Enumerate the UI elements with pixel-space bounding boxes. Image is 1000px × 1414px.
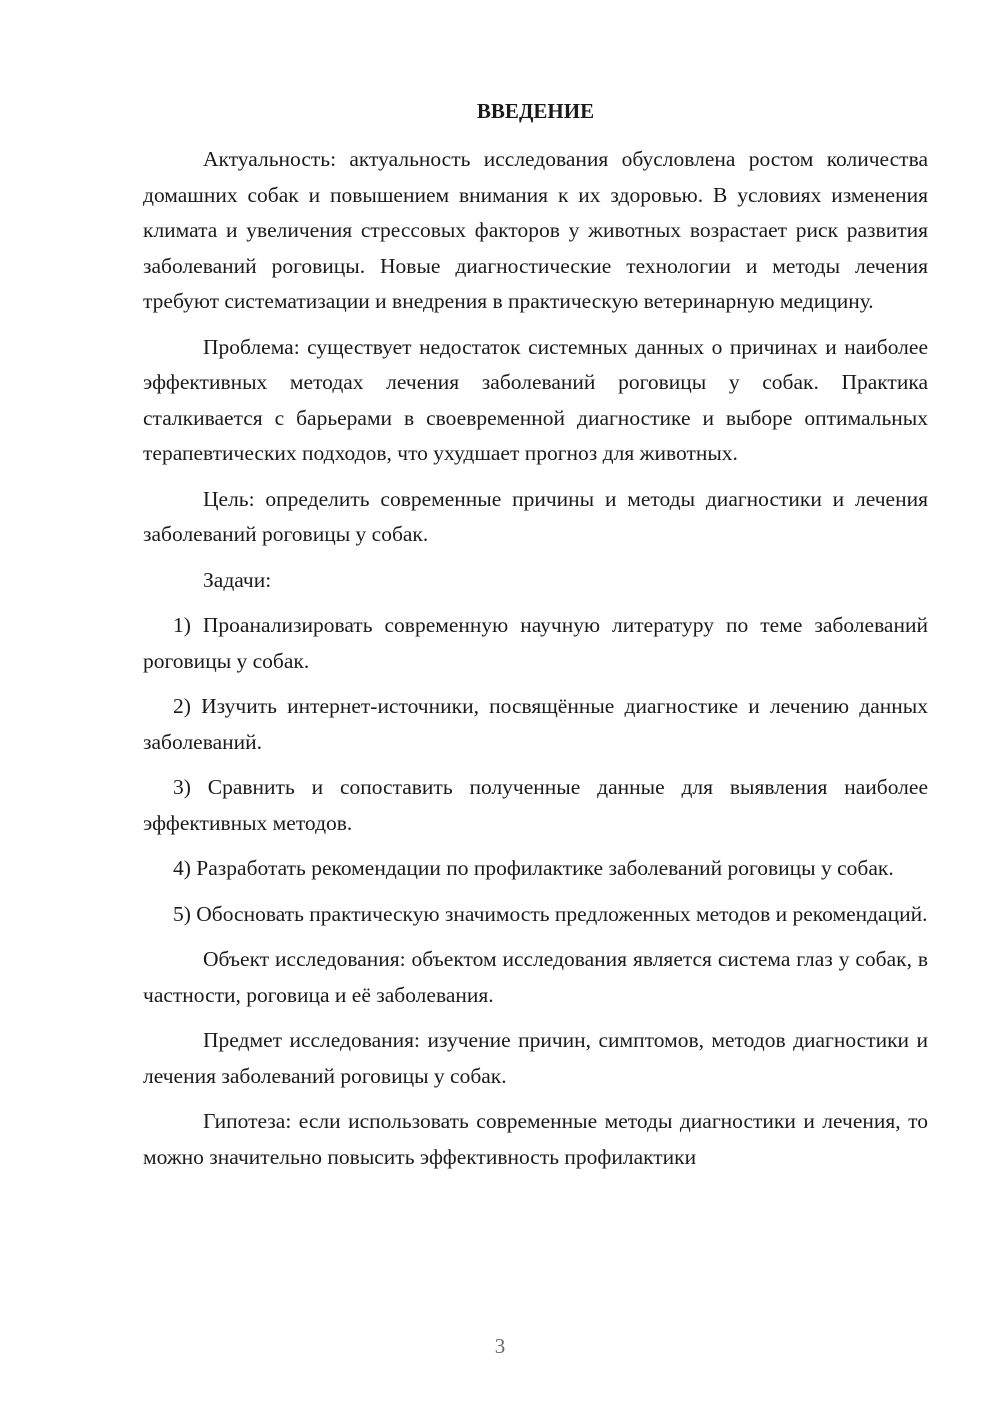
task-item-2: 2) Изучить интернет-источники, посвящённые диагностике и лечению данных заболеваний. [143,694,928,754]
paragraph-problem: Проблема: существует недостаток системных данных о причинах и наиболее эффективных методах лечения заболеваний роговицы у собак. Практика сталкивается с барьерами в своевременной диагностике и выборе оптимальных терапевтических подходов, что ухудшает прогноз для животных. [143,334,928,465]
paragraph-subject: Предмет исследования: изучение причин, симптомов, методов диагностики и лечения заболеваний роговицы у собак. [143,1028,928,1088]
paragraph-relevance: Актуальность: актуальность исследования обусловлена ростом количества домашних собак и повышением внимания к их здоровью. В условиях изменения климата и увеличения стрессовых факторов у животных возрастает риск развития заболеваний роговицы. Новые диагностические технологии и методы лечения требуют систематизации и внедрения в практическую ветеринарную медицину. [143,147,928,313]
task-item-5: 5) Обосновать практическую значимость предложенных методов и рекомендаций. [173,901,928,926]
document-body [143,142,928,1185]
paragraph-tasks-heading: Задачи: [203,567,272,592]
paragraph-object: Объект исследования: объектом исследования является система глаз у собак, в частности, роговица и её заболевания. [143,947,928,1007]
page-number: 3 [494,1334,506,1358]
task-item-1: 1) Проанализировать современную научную литературу по теме заболеваний роговицы у собак. [143,613,928,673]
task-item-3: 3) Сравнить и сопоставить полученные данные для выявления наиболее эффективных методов. [143,775,928,835]
paragraph-goal: Цель: определить современные причины и методы диагностики и лечения заболеваний роговицы у собак. [143,486,928,546]
paragraph-hypothesis: Гипотеза: если использовать современные методы диагностики и лечения, то можно значительно повысить эффективность профилактики [143,1109,928,1169]
task-item-4: 4) Разработать рекомендации по профилактике заболеваний роговицы у собак. [173,856,894,880]
page-title: ВВЕДЕНИЕ [476,99,595,123]
